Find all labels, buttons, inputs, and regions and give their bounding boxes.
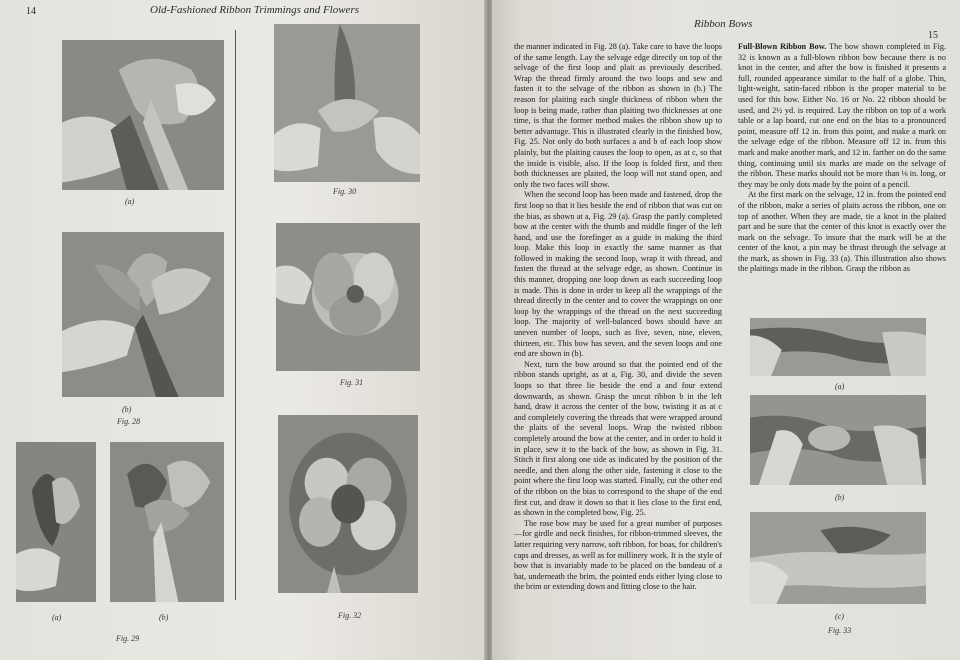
fig-33b-photo — [750, 395, 926, 485]
fig-33b-caption: (b) — [835, 493, 845, 502]
paragraph: the manner indicated in Fig. 28 (a). Take care to have the loops of the same length. Lay the selvage edge directly on top of the selvage of the first loop and plait as previously described. Wrap the thread firmly around the two loops and sew and fasten it to the selvage of the ribbon as shown in (b.) The reason for plaiting each single thickness of ribbon when the loop is being made, rather than plaiting two thicknesses at one time, is that the former method makes the ribbon show up to better advantage. This is illustrated clearly in the finished bow, Fig. 25. Not only do both surfaces a and b of each loop show plainly, but the plaiting causes the loop to open, as at c, so that the inside is visible, also. If the loop is folded first, and then both thicknesses are plaited, the loop will not stand open, and only the two faces will show. — [514, 42, 722, 189]
paragraph: At the first mark on the selvage, 12 in. from the pointed end of the ribbon, make a series of plaits across the ribbon, one on top of another. When they are made, tie a knot in the plaited part and be sure that the center of this knot is exactly over the mark on the selvage. To insure that the mark will be at the center of the knot, a pin may be thrust through the selvage at the mark, as shown in Fig. 33 (a). This illustration also shows the plaitings made in the ribbon. Grasp the ribbon as — [738, 190, 946, 274]
fig-33c-photo — [750, 512, 926, 604]
fig-29b-photo — [110, 442, 224, 602]
fig-29-label: Fig. 29 — [116, 634, 140, 643]
paragraph: The rose bow may be used for a great number of purposes—for girdle and neck finishes, for ribbon-trimmed sleeves, the latter requiring very narrow, soft ribbon, for boas, for children's caps and dresses, as well as for millinery work. It is the style of bow that is invariably made to be placed on the bandeau of a hat, underneath the brim, the pointed ends either lying close to the brim or extending down and fitting close to the hair. — [514, 518, 722, 592]
fig-28a-photo — [62, 40, 224, 190]
section-heading: Full-Blown Ribbon Bow. — [738, 42, 827, 51]
running-head: Ribbon Bows — [694, 18, 753, 30]
fig-33a-caption: (a) — [835, 382, 845, 391]
fig-30-photo — [274, 24, 420, 182]
fig-28b-caption: (b) — [122, 405, 132, 414]
page-number: 15 — [928, 30, 938, 41]
paragraph: When the second loop has been made and fastened, drop the first loop so that it lies beside the end of ribbon that was cut on the bias, as shown at a, Fig. 29 (a). Grasp the partly completed bow at the center with the thumb and middle finger of the left hand, and use the forefinger as a guide in making the third loop. Make this loop in exactly the same manner as that followed in making the second loop, wrap it with thread, and fasten the thread at the selvage edge, as shown. Continue in this manner, dropping one loop down as each succeeding loop is made. This is done in order to keep all the wrappings of the thread directly in the center and to cover the wrappings on one loop by the wrappings of the thread on the next succeeding loop. The majority of well-balanced bows should have an uneven number of loops, such as five, seven, nine, eleven, thirteen, etc. This bow has seven, and the seven loops and one end are shown in (b). — [514, 190, 722, 359]
fig-32-label: Fig. 32 — [338, 611, 362, 620]
fig-33a-photo — [750, 318, 926, 376]
page-number: 14 — [26, 6, 36, 17]
paragraph: Next, turn the bow around so that the pointed end of the ribbon stands upright, as at a, Fig. 30, and divide the seven loops so that three lie beside the end a and four extend downwards, as shown. Grasp the uncut ribbon b in the left hand, draw it across the center of the bow, twisting it as at c and completely covering the threads that were wrapped around the plaits of the several loops. Wrap the twisted ribbon completely around the bow at the center, and in order to hold it in place, sew it to the back of the bow, as shown in Fig. 31. Stitch it first along one side as indicated by the position of the needle, and then along the other side, fastening it close to the point where the first loop was started. Finally, cut the other end of the ribbon on the bias to correspond to the shape of the end first cut, and draw it down so that it lies close to the first end, as shown in the completed bow, Fig. 25. — [514, 359, 722, 518]
running-head: Old-Fashioned Ribbon Trimmings and Flowers — [150, 4, 360, 16]
fig-29a-photo — [16, 442, 96, 602]
fig-29b-caption: (b) — [159, 613, 169, 622]
fig-32-photo — [278, 415, 418, 593]
fig-28b-photo — [62, 232, 224, 397]
paragraph: The bow shown completed in Fig. 32 is known as a full-blown ribbon bow because there is no knot in the center, and after the bow is finished it presents a full, rounded appearance similar to the half of a globe. Thin, light-weight, satin-faced ribbon is the proper material to be used for this bow. Either No. 16 or No. 22 ribbon should be used, and 2½ yd. is required. Lay the ribbon on top of a work table or a lap board, cut one end on the bias to a pronounced point, measure off 12 in. from this point, and make a mark on the selvage edge of the ribbon. Measure off 12 in. from this mark and make another mark, and 12 in. farther on do the same thing, continuing until six marks are made on the selvage of the ribbon. These marks should not be more than ⅛ in. long, or they may be only dots made by the point of a pencil. — [738, 42, 946, 189]
fig-28-label: Fig. 28 — [117, 417, 141, 426]
fig-33-label: Fig. 33 — [828, 626, 852, 635]
fig-28a-caption: (a) — [125, 197, 135, 206]
fig-30-label: Fig. 30 — [333, 187, 357, 196]
fig-29a-caption: (a) — [52, 613, 62, 622]
right-page — [492, 0, 960, 660]
fig-31-label: Fig. 31 — [340, 378, 364, 387]
text-column-1 — [514, 42, 722, 654]
fig-31-photo — [276, 223, 420, 371]
column-rule — [235, 30, 236, 600]
text-column-2 — [738, 42, 946, 306]
fig-33c-caption: (c) — [835, 612, 844, 621]
